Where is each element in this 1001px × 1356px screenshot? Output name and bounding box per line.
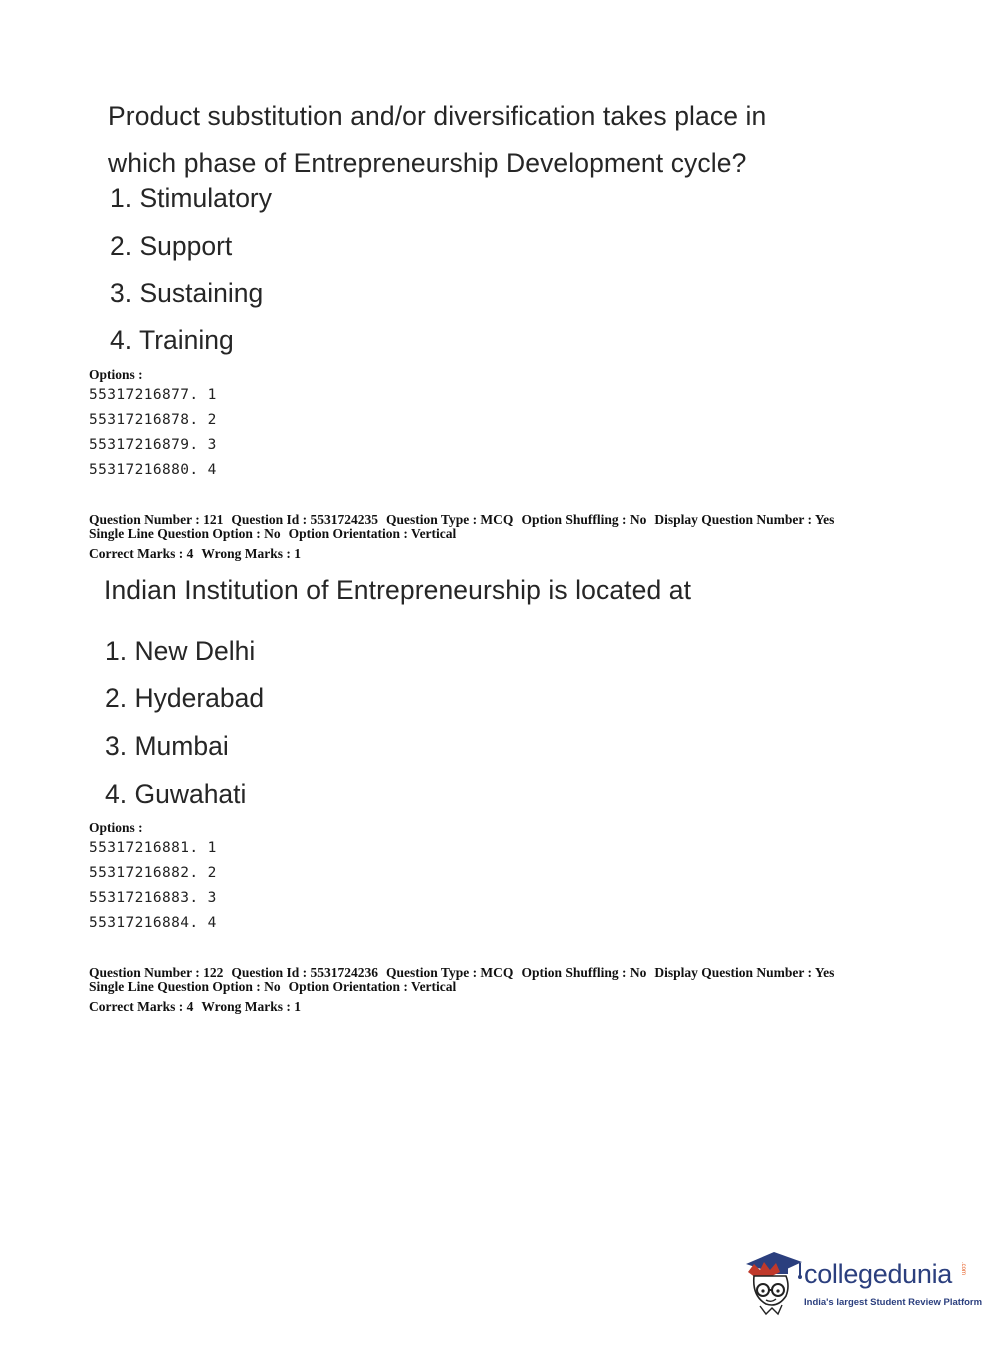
question-121-marks	[89, 546, 301, 561]
question-120-text-line-2: which phase of Entrepreneurship Development cycle?	[108, 148, 747, 178]
wrong-marks: Wrong Marks : 1	[201, 999, 301, 1014]
question-120-option-id-1: 55317216877. 1	[89, 387, 217, 403]
question-122-meta-line-2	[89, 979, 456, 994]
question-121-option-id-2: 55317216882. 2	[89, 865, 217, 881]
option-orientation: Option Orientation : Vertical	[288, 979, 457, 994]
option-orientation: Option Orientation : Vertical	[288, 526, 457, 541]
display-question-number: Display Question Number : Yes	[654, 512, 835, 527]
logo-dotcom: .com	[960, 1262, 966, 1276]
single-line-question-option: Single Line Question Option : No	[89, 979, 281, 994]
question-id: Question Id : 5531724235	[231, 512, 379, 527]
correct-marks: Correct Marks : 4	[89, 546, 194, 561]
question-121-meta-line-2	[89, 526, 456, 541]
question-121-text: Indian Institution of Entrepreneurship is located at	[104, 575, 692, 605]
question-120-option-id-3: 55317216879. 3	[89, 437, 217, 453]
question-type: Question Type : MCQ	[386, 512, 514, 527]
question-120-option-id-2: 55317216878. 2	[89, 412, 217, 428]
option-shuffling: Option Shuffling : No	[521, 965, 647, 980]
question-122-meta-line-1	[89, 965, 834, 980]
single-line-question-option: Single Line Question Option : No	[89, 526, 281, 541]
question-121-option-id-3: 55317216883. 3	[89, 890, 217, 906]
student-mascot-icon	[742, 1248, 804, 1318]
question-121-choice-4: 4. Guwahati	[105, 779, 247, 809]
question-121-meta-line-1	[89, 512, 834, 527]
correct-marks: Correct Marks : 4	[89, 999, 194, 1014]
question-120-text-line-1: Product substitution and/or diversification takes place in	[108, 101, 767, 131]
question-120-choice-2: 2. Support	[110, 231, 233, 261]
option-shuffling: Option Shuffling : No	[521, 512, 647, 527]
logo-wordmark: collegedunia	[804, 1259, 953, 1289]
question-121-choice-2: 2. Hyderabad	[105, 683, 265, 713]
question-number: Question Number : 122	[89, 965, 224, 980]
question-120-option-id-4: 55317216880. 4	[89, 462, 217, 478]
wrong-marks: Wrong Marks : 1	[201, 546, 301, 561]
question-type: Question Type : MCQ	[386, 965, 514, 980]
display-question-number: Display Question Number : Yes	[654, 965, 835, 980]
question-120-options-label: Options :	[89, 367, 143, 382]
logo-tagline: India's largest Student Review Platform	[804, 1297, 983, 1308]
question-122-marks	[89, 999, 301, 1014]
question-120-choice-3: 3. Sustaining	[110, 278, 264, 308]
collegedunia-logo[interactable]	[742, 1248, 983, 1318]
question-121-choice-3: 3. Mumbai	[105, 731, 229, 761]
question-id: Question Id : 5531724236	[231, 965, 379, 980]
question-120-choice-4: 4. Training	[110, 325, 234, 355]
question-number: Question Number : 121	[89, 512, 224, 527]
question-121-choice-1: 1. New Delhi	[105, 636, 256, 666]
question-121-option-id-4: 55317216884. 4	[89, 915, 217, 931]
question-121-options-label: Options :	[89, 820, 143, 835]
question-121-option-id-1: 55317216881. 1	[89, 840, 217, 856]
question-120-choice-1: 1. Stimulatory	[110, 183, 273, 213]
